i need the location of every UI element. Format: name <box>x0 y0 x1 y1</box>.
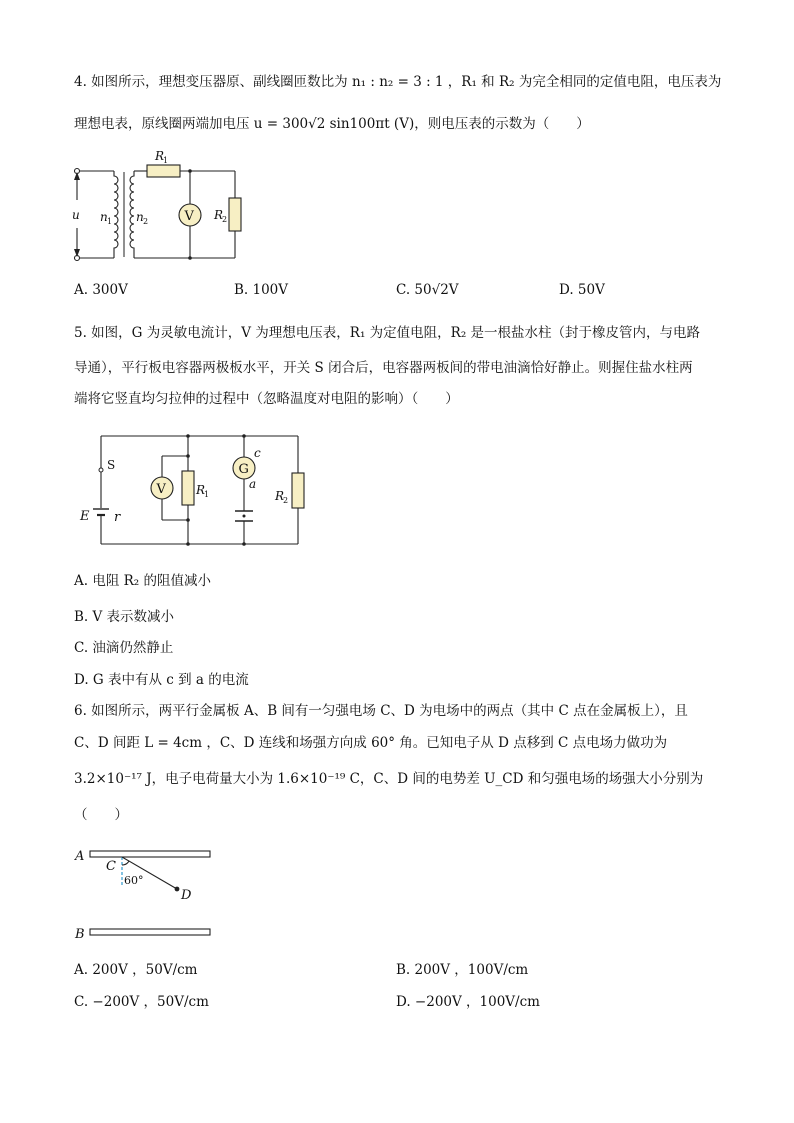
q6-point-c-label: C <box>106 859 116 874</box>
q4-r2-label: R <box>214 208 224 222</box>
q5-stem-line-1: 5. 如图，G 为灵敏电流计，V 为理想电压表，R₁ 为定值电阻，R₂ 是一根盐水柱（封于橡皮管内，与电路 <box>74 325 701 341</box>
q4-r1-label: R <box>155 149 165 163</box>
q6-plate-b-label: B <box>75 927 85 942</box>
q5-voltmeter-label: V <box>156 482 166 497</box>
q5-r1-sub: 1 <box>204 490 210 499</box>
q6-stem-line-2: C、D 间距 L = 4cm ，C、D 连线和场强方向成 60° 角。已知电子从 D 点移到 C 点电场力做功为 <box>74 735 668 751</box>
q6-stem-line-1: 6. 如图所示，两平行金属板 A、B 间有一匀强电场 C、D 为电场中的两点（其中 C 点在金属板上），且 <box>74 703 688 719</box>
q6-stem-line-4: （ ） <box>74 807 128 823</box>
q4-n2-label: n <box>136 210 144 224</box>
q6-angle-label: 60° <box>124 874 144 887</box>
q6-stem-line-3: 3.2×10⁻¹⁷ J，电子电荷量大小为 1.6×10⁻¹⁹ C，C、D 间的电势差 U_CD 和匀强电场的场强大小分别为 <box>74 771 704 787</box>
q5-option-c[interactable]: C. 油滴仍然静止 <box>74 640 174 656</box>
q6-plate-a <box>90 851 210 857</box>
q6-point-d-label: D <box>181 888 192 903</box>
q5-option-d[interactable]: D. G 表中有从 c 到 a 的电流 <box>74 672 249 688</box>
q6-option-d[interactable]: D. −200V ，100V/cm <box>396 994 540 1010</box>
q5-option-b[interactable]: B. V 表示数减小 <box>74 609 175 625</box>
q4-n2-sub: 2 <box>143 217 149 226</box>
q4-r1-sub: 1 <box>163 156 169 165</box>
q5-stem-line-3: 端将它竖直均匀拉伸的过程中（忽略温度对电阻的影响）（ ） <box>74 391 459 407</box>
q4-option-d[interactable]: D. 50V <box>559 282 605 298</box>
q5-stem-line-2: 导通），平行板电容器两极板水平，开关 S 闭合后，电容器两板间的带电油滴恰好静止。则握住盐水柱两 <box>74 360 693 376</box>
q4-stem-line-1: 4. 如图所示，理想变压器原、副线圈匝数比为 n₁ : n₂ = 3 : 1 ，R₁ 和 R₂ 为完全相同的定值电阻，电压表为 <box>74 74 722 90</box>
q5-internal-r-label: r <box>114 510 121 525</box>
q4-option-a[interactable]: A. 300V <box>74 282 128 298</box>
q5-r1-label: R <box>196 483 206 497</box>
q5-option-a[interactable]: A. 电阻 R₂ 的阻值减小 <box>74 573 211 589</box>
q4-option-c[interactable]: C. 50√2V <box>396 282 459 298</box>
q6-plate-a-label: A <box>75 849 85 864</box>
q6-option-c[interactable]: C. −200V ，50V/cm <box>74 994 209 1010</box>
q5-r2-label: R <box>275 489 285 503</box>
q4-option-b[interactable]: B. 100V <box>234 282 289 298</box>
q4-n1-sub: 1 <box>107 217 113 226</box>
q4-voltmeter-label: V <box>184 209 194 224</box>
q4-r2-sub: 2 <box>222 215 228 224</box>
q4-u-label: u <box>72 208 80 222</box>
q6-plate-b <box>90 929 210 935</box>
q5-a-label: a <box>249 477 257 491</box>
q4-stem-line-2: 理想电表，原线圈两端加电压 u = 300√2 sin100πt (V)，则电压表的示数为（ ） <box>74 116 590 132</box>
q4-n1-label: n <box>100 210 108 224</box>
q6-option-a[interactable]: A. 200V ，50V/cm <box>74 962 198 978</box>
q5-emf-label: E <box>80 509 90 524</box>
q5-r2-sub: 2 <box>283 496 289 505</box>
q5-switch-label: S <box>107 458 116 472</box>
q5-galvanometer-label: G <box>238 462 249 477</box>
q6-point-d <box>175 887 180 892</box>
q6-option-b[interactable]: B. 200V ，100V/cm <box>396 962 529 978</box>
q5-c-label: c <box>254 446 261 460</box>
